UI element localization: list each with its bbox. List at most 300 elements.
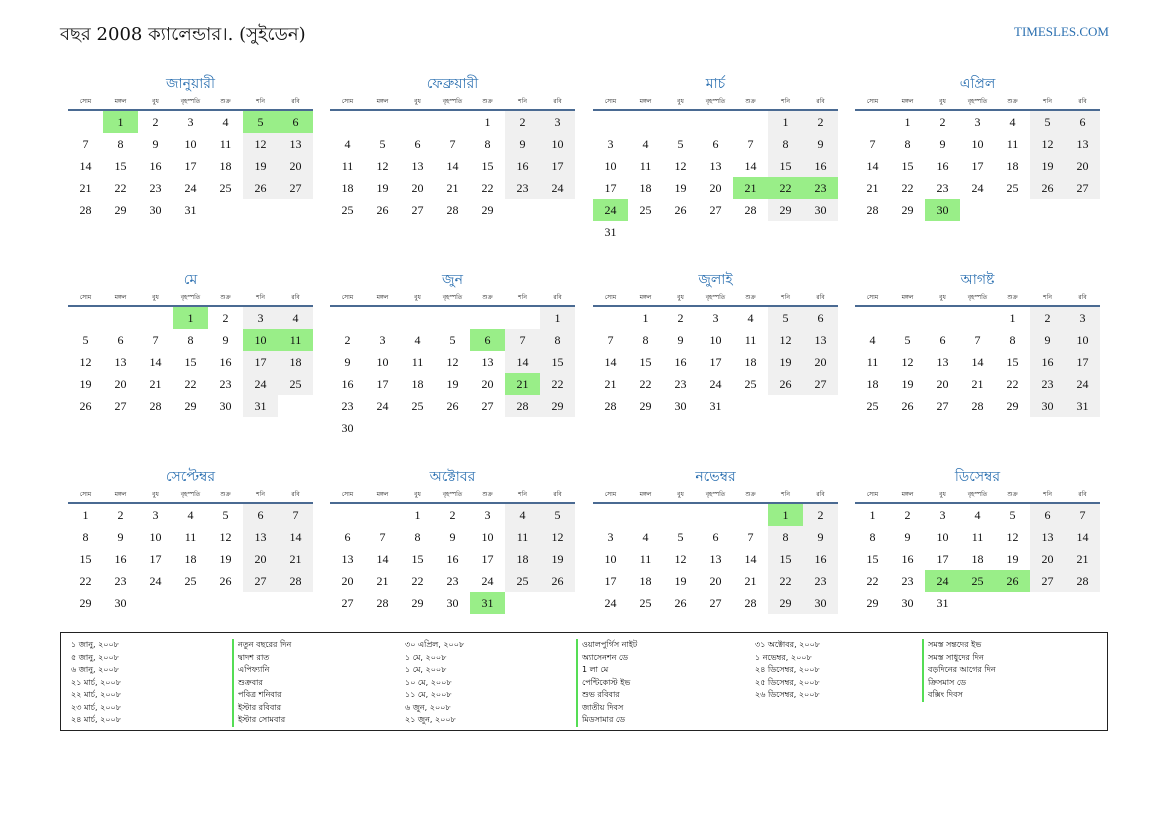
day-cell[interactable]: 26 [768, 373, 803, 395]
day-cell[interactable]: 28 [744, 596, 757, 610]
day-cell[interactable]: 12 [674, 552, 687, 566]
day-cell[interactable]: 23 [505, 177, 540, 199]
day-cell[interactable]: 27 [1065, 177, 1100, 199]
holiday-day-cell[interactable]: 6 [470, 329, 505, 351]
day-cell[interactable]: 1 [82, 508, 89, 522]
day-cell[interactable]: 11 [184, 530, 197, 544]
day-cell[interactable]: 24 [971, 181, 984, 195]
day-cell[interactable]: 14 [446, 159, 459, 173]
day-cell[interactable]: 18 [219, 159, 232, 173]
day-cell[interactable]: 18 [744, 355, 757, 369]
day-cell[interactable]: 23 [341, 399, 354, 413]
day-cell[interactable]: 12 [674, 159, 687, 173]
day-cell[interactable]: 13 [709, 159, 722, 173]
day-cell[interactable]: 25 [184, 574, 197, 588]
day-cell[interactable]: 21 [971, 377, 984, 391]
day-cell[interactable]: 2 [677, 311, 684, 325]
day-cell[interactable]: 30 [803, 199, 838, 221]
day-cell[interactable]: 14 [149, 355, 162, 369]
day-cell[interactable]: 8 [768, 133, 803, 155]
day-cell[interactable]: 10 [149, 530, 162, 544]
holiday-day-cell[interactable]: 10 [243, 329, 278, 351]
day-cell[interactable]: 24 [184, 181, 197, 195]
day-cell[interactable]: 2 [1030, 307, 1065, 329]
day-cell[interactable]: 21 [149, 377, 162, 391]
day-cell[interactable]: 27 [481, 399, 494, 413]
day-cell[interactable]: 28 [1065, 570, 1100, 592]
day-cell[interactable]: 19 [540, 548, 575, 570]
day-cell[interactable]: 11 [639, 159, 652, 173]
day-cell[interactable]: 8 [904, 137, 911, 151]
day-cell[interactable]: 23 [803, 570, 838, 592]
holiday-day-cell[interactable]: 21 [733, 177, 768, 199]
day-cell[interactable]: 16 [803, 548, 838, 570]
day-cell[interactable]: 25 [866, 399, 879, 413]
day-cell[interactable]: 3 [1065, 307, 1100, 329]
day-cell[interactable]: 8 [642, 333, 649, 347]
day-cell[interactable]: 26 [540, 570, 575, 592]
day-cell[interactable]: 30 [674, 399, 687, 413]
day-cell[interactable]: 26 [446, 399, 459, 413]
day-cell[interactable]: 10 [604, 552, 617, 566]
day-cell[interactable]: 1 [414, 508, 421, 522]
day-cell[interactable]: 27 [709, 596, 722, 610]
day-cell[interactable]: 3 [607, 137, 614, 151]
day-cell[interactable]: 12 [376, 159, 389, 173]
holiday-day-cell[interactable]: 22 [768, 177, 803, 199]
day-cell[interactable]: 14 [505, 351, 540, 373]
day-cell[interactable]: 22 [768, 570, 803, 592]
day-cell[interactable]: 1 [1009, 311, 1016, 325]
day-cell[interactable]: 4 [747, 311, 754, 325]
day-cell[interactable]: 5 [677, 137, 684, 151]
day-cell[interactable]: 2 [505, 111, 540, 133]
day-cell[interactable]: 4 [278, 307, 313, 329]
day-cell[interactable]: 20 [803, 351, 838, 373]
day-cell[interactable]: 3 [939, 508, 946, 522]
day-cell[interactable]: 1 [540, 307, 575, 329]
day-cell[interactable]: 8 [869, 530, 876, 544]
day-cell[interactable]: 23 [1030, 373, 1065, 395]
day-cell[interactable]: 2 [449, 508, 456, 522]
day-cell[interactable]: 17 [971, 159, 984, 173]
day-cell[interactable]: 7 [607, 333, 614, 347]
day-cell[interactable]: 26 [219, 574, 232, 588]
day-cell[interactable]: 9 [677, 333, 684, 347]
day-cell[interactable]: 4 [414, 333, 421, 347]
day-cell[interactable]: 26 [674, 203, 687, 217]
day-cell[interactable]: 1 [642, 311, 649, 325]
day-cell[interactable]: 20 [709, 574, 722, 588]
holiday-day-cell[interactable]: 6 [278, 111, 313, 133]
day-cell[interactable]: 15 [481, 159, 494, 173]
day-cell[interactable]: 21 [866, 181, 879, 195]
day-cell[interactable]: 25 [219, 181, 232, 195]
day-cell[interactable]: 24 [376, 399, 389, 413]
day-cell[interactable]: 26 [79, 399, 92, 413]
day-cell[interactable]: 27 [803, 373, 838, 395]
day-cell[interactable]: 27 [341, 596, 354, 610]
day-cell[interactable]: 20 [114, 377, 127, 391]
day-cell[interactable]: 3 [152, 508, 159, 522]
day-cell[interactable]: 13 [481, 355, 494, 369]
day-cell[interactable]: 5 [449, 333, 456, 347]
day-cell[interactable]: 9 [803, 133, 838, 155]
day-cell[interactable]: 11 [639, 552, 652, 566]
day-cell[interactable]: 4 [344, 137, 351, 151]
day-cell[interactable]: 17 [481, 552, 494, 566]
day-cell[interactable]: 23 [901, 574, 914, 588]
day-cell[interactable]: 10 [184, 137, 197, 151]
day-cell[interactable]: 25 [411, 399, 424, 413]
day-cell[interactable]: 4 [974, 508, 981, 522]
day-cell[interactable]: 10 [936, 530, 949, 544]
day-cell[interactable]: 12 [1006, 530, 1019, 544]
day-cell[interactable]: 21 [79, 181, 92, 195]
day-cell[interactable]: 11 [971, 530, 984, 544]
day-cell[interactable]: 8 [484, 137, 491, 151]
holiday-day-cell[interactable]: 25 [960, 570, 995, 592]
day-cell[interactable]: 17 [936, 552, 949, 566]
day-cell[interactable]: 18 [341, 181, 354, 195]
day-cell[interactable]: 6 [243, 504, 278, 526]
day-cell[interactable]: 17 [376, 377, 389, 391]
day-cell[interactable]: 6 [939, 333, 946, 347]
day-cell[interactable]: 27 [278, 177, 313, 199]
day-cell[interactable]: 17 [604, 181, 617, 195]
day-cell[interactable]: 23 [674, 377, 687, 391]
day-cell[interactable]: 18 [866, 377, 879, 391]
day-cell[interactable]: 27 [709, 203, 722, 217]
day-cell[interactable]: 25 [505, 570, 540, 592]
day-cell[interactable]: 24 [149, 574, 162, 588]
day-cell[interactable]: 6 [712, 530, 719, 544]
day-cell[interactable]: 15 [866, 552, 879, 566]
day-cell[interactable]: 8 [117, 137, 124, 151]
day-cell[interactable]: 18 [1006, 159, 1019, 173]
day-cell[interactable]: 30 [1030, 395, 1065, 417]
day-cell[interactable]: 25 [639, 203, 652, 217]
day-cell[interactable]: 10 [376, 355, 389, 369]
day-cell[interactable]: 17 [1065, 351, 1100, 373]
day-cell[interactable]: 31 [936, 596, 949, 610]
day-cell[interactable]: 1 [904, 115, 911, 129]
day-cell[interactable]: 4 [187, 508, 194, 522]
day-cell[interactable]: 15 [901, 159, 914, 173]
day-cell[interactable]: 4 [1009, 115, 1016, 129]
day-cell[interactable]: 29 [1006, 399, 1019, 413]
day-cell[interactable]: 22 [79, 574, 92, 588]
day-cell[interactable]: 26 [376, 203, 389, 217]
day-cell[interactable]: 19 [901, 377, 914, 391]
day-cell[interactable]: 11 [219, 137, 232, 151]
day-cell[interactable]: 25 [639, 596, 652, 610]
day-cell[interactable]: 11 [411, 355, 424, 369]
day-cell[interactable]: 30 [341, 421, 354, 435]
day-cell[interactable]: 19 [79, 377, 92, 391]
day-cell[interactable]: 20 [1030, 548, 1065, 570]
day-cell[interactable]: 31 [604, 225, 617, 239]
day-cell[interactable]: 19 [446, 377, 459, 391]
day-cell[interactable]: 19 [674, 181, 687, 195]
day-cell[interactable]: 5 [540, 504, 575, 526]
day-cell[interactable]: 28 [376, 596, 389, 610]
day-cell[interactable]: 21 [744, 574, 757, 588]
day-cell[interactable]: 2 [152, 115, 159, 129]
day-cell[interactable]: 10 [540, 133, 575, 155]
day-cell[interactable]: 11 [341, 159, 354, 173]
day-cell[interactable]: 31 [709, 399, 722, 413]
day-cell[interactable]: 27 [936, 399, 949, 413]
day-cell[interactable]: 25 [341, 203, 354, 217]
day-cell[interactable]: 13 [803, 329, 838, 351]
day-cell[interactable]: 5 [677, 530, 684, 544]
day-cell[interactable]: 7 [747, 530, 754, 544]
day-cell[interactable]: 27 [243, 570, 278, 592]
day-cell[interactable]: 13 [709, 552, 722, 566]
day-cell[interactable]: 17 [149, 552, 162, 566]
day-cell[interactable]: 16 [341, 377, 354, 391]
day-cell[interactable]: 10 [1065, 329, 1100, 351]
day-cell[interactable]: 19 [674, 574, 687, 588]
day-cell[interactable]: 21 [278, 548, 313, 570]
day-cell[interactable]: 2 [117, 508, 124, 522]
day-cell[interactable]: 29 [540, 395, 575, 417]
day-cell[interactable]: 28 [149, 399, 162, 413]
day-cell[interactable]: 29 [901, 203, 914, 217]
day-cell[interactable]: 8 [414, 530, 421, 544]
day-cell[interactable]: 7 [152, 333, 159, 347]
day-cell[interactable]: 2 [222, 311, 229, 325]
day-cell[interactable]: 7 [747, 137, 754, 151]
day-cell[interactable]: 16 [674, 355, 687, 369]
holiday-day-cell[interactable]: 30 [925, 199, 960, 221]
day-cell[interactable]: 3 [974, 115, 981, 129]
day-cell[interactable]: 11 [866, 355, 879, 369]
day-cell[interactable]: 1 [869, 508, 876, 522]
day-cell[interactable]: 3 [712, 311, 719, 325]
day-cell[interactable]: 20 [243, 548, 278, 570]
day-cell[interactable]: 13 [114, 355, 127, 369]
day-cell[interactable]: 13 [243, 526, 278, 548]
day-cell[interactable]: 30 [803, 592, 838, 614]
day-cell[interactable]: 16 [901, 552, 914, 566]
day-cell[interactable]: 22 [481, 181, 494, 195]
day-cell[interactable]: 15 [1006, 355, 1019, 369]
day-cell[interactable]: 12 [1030, 133, 1065, 155]
day-cell[interactable]: 14 [79, 159, 92, 173]
day-cell[interactable]: 20 [411, 181, 424, 195]
day-cell[interactable]: 16 [936, 159, 949, 173]
day-cell[interactable]: 22 [866, 574, 879, 588]
holiday-day-cell[interactable]: 1 [768, 504, 803, 526]
day-cell[interactable]: 17 [540, 155, 575, 177]
day-cell[interactable]: 6 [414, 137, 421, 151]
day-cell[interactable]: 5 [82, 333, 89, 347]
day-cell[interactable]: 11 [744, 333, 757, 347]
day-cell[interactable]: 31 [243, 395, 278, 417]
day-cell[interactable]: 23 [149, 181, 162, 195]
day-cell[interactable]: 7 [379, 530, 386, 544]
day-cell[interactable]: 28 [79, 203, 92, 217]
day-cell[interactable]: 19 [376, 181, 389, 195]
day-cell[interactable]: 5 [768, 307, 803, 329]
day-cell[interactable]: 13 [278, 133, 313, 155]
day-cell[interactable]: 6 [803, 307, 838, 329]
day-cell[interactable]: 8 [187, 333, 194, 347]
day-cell[interactable]: 16 [1030, 351, 1065, 373]
day-cell[interactable]: 3 [379, 333, 386, 347]
day-cell[interactable]: 14 [1065, 526, 1100, 548]
day-cell[interactable]: 29 [411, 596, 424, 610]
day-cell[interactable]: 13 [341, 552, 354, 566]
day-cell[interactable]: 14 [744, 552, 757, 566]
day-cell[interactable]: 13 [1065, 133, 1100, 155]
day-cell[interactable]: 23 [114, 574, 127, 588]
day-cell[interactable]: 5 [1030, 111, 1065, 133]
day-cell[interactable]: 7 [82, 137, 89, 151]
day-cell[interactable]: 9 [1030, 329, 1065, 351]
day-cell[interactable]: 19 [1030, 155, 1065, 177]
day-cell[interactable]: 29 [184, 399, 197, 413]
day-cell[interactable]: 7 [505, 329, 540, 351]
day-cell[interactable]: 18 [639, 181, 652, 195]
day-cell[interactable]: 11 [505, 526, 540, 548]
holiday-day-cell[interactable]: 24 [925, 570, 960, 592]
day-cell[interactable]: 6 [117, 333, 124, 347]
day-cell[interactable]: 15 [768, 155, 803, 177]
day-cell[interactable]: 16 [803, 155, 838, 177]
day-cell[interactable]: 2 [939, 115, 946, 129]
day-cell[interactable]: 22 [639, 377, 652, 391]
day-cell[interactable]: 12 [540, 526, 575, 548]
day-cell[interactable]: 6 [712, 137, 719, 151]
day-cell[interactable]: 5 [904, 333, 911, 347]
day-cell[interactable]: 5 [1009, 508, 1016, 522]
day-cell[interactable]: 26 [1030, 177, 1065, 199]
holiday-day-cell[interactable]: 23 [803, 177, 838, 199]
day-cell[interactable]: 31 [184, 203, 197, 217]
day-cell[interactable]: 16 [446, 552, 459, 566]
day-cell[interactable]: 7 [974, 333, 981, 347]
day-cell[interactable]: 10 [971, 137, 984, 151]
day-cell[interactable]: 9 [152, 137, 159, 151]
day-cell[interactable]: 28 [971, 399, 984, 413]
day-cell[interactable]: 3 [607, 530, 614, 544]
day-cell[interactable]: 9 [505, 133, 540, 155]
day-cell[interactable]: 13 [1030, 526, 1065, 548]
day-cell[interactable]: 30 [901, 596, 914, 610]
day-cell[interactable]: 2 [803, 111, 838, 133]
day-cell[interactable]: 19 [243, 155, 278, 177]
holiday-day-cell[interactable]: 24 [593, 199, 628, 221]
day-cell[interactable]: 4 [642, 137, 649, 151]
day-cell[interactable]: 3 [540, 111, 575, 133]
day-cell[interactable]: 29 [79, 596, 92, 610]
day-cell[interactable]: 25 [1006, 181, 1019, 195]
day-cell[interactable]: 29 [114, 203, 127, 217]
day-cell[interactable]: 10 [709, 333, 722, 347]
day-cell[interactable]: 27 [114, 399, 127, 413]
day-cell[interactable]: 30 [149, 203, 162, 217]
day-cell[interactable]: 1 [768, 111, 803, 133]
day-cell[interactable]: 2 [344, 333, 351, 347]
day-cell[interactable]: 6 [344, 530, 351, 544]
day-cell[interactable]: 4 [869, 333, 876, 347]
day-cell[interactable]: 8 [540, 329, 575, 351]
day-cell[interactable]: 9 [449, 530, 456, 544]
day-cell[interactable]: 14 [744, 159, 757, 173]
day-cell[interactable]: 18 [505, 548, 540, 570]
day-cell[interactable]: 23 [219, 377, 232, 391]
day-cell[interactable]: 25 [744, 377, 757, 391]
day-cell[interactable]: 12 [768, 329, 803, 351]
day-cell[interactable]: 9 [904, 530, 911, 544]
day-cell[interactable]: 20 [709, 181, 722, 195]
day-cell[interactable]: 3 [484, 508, 491, 522]
day-cell[interactable]: 13 [936, 355, 949, 369]
day-cell[interactable]: 19 [1006, 552, 1019, 566]
day-cell[interactable]: 29 [866, 596, 879, 610]
day-cell[interactable]: 30 [114, 596, 127, 610]
day-cell[interactable]: 1 [484, 115, 491, 129]
day-cell[interactable]: 12 [219, 530, 232, 544]
day-cell[interactable]: 20 [481, 377, 494, 391]
day-cell[interactable]: 4 [642, 530, 649, 544]
day-cell[interactable]: 20 [341, 574, 354, 588]
day-cell[interactable]: 7 [869, 137, 876, 151]
day-cell[interactable]: 18 [411, 377, 424, 391]
day-cell[interactable]: 22 [184, 377, 197, 391]
day-cell[interactable]: 9 [803, 526, 838, 548]
day-cell[interactable]: 9 [939, 137, 946, 151]
day-cell[interactable]: 11 [1006, 137, 1019, 151]
day-cell[interactable]: 3 [243, 307, 278, 329]
holiday-day-cell[interactable]: 5 [243, 111, 278, 133]
day-cell[interactable]: 12 [243, 133, 278, 155]
day-cell[interactable]: 22 [1006, 377, 1019, 391]
day-cell[interactable]: 5 [222, 508, 229, 522]
day-cell[interactable]: 14 [971, 355, 984, 369]
day-cell[interactable]: 17 [604, 574, 617, 588]
day-cell[interactable]: 17 [184, 159, 197, 173]
day-cell[interactable]: 29 [768, 199, 803, 221]
holiday-day-cell[interactable]: 1 [173, 307, 208, 329]
day-cell[interactable]: 16 [505, 155, 540, 177]
day-cell[interactable]: 24 [604, 596, 617, 610]
day-cell[interactable]: 15 [639, 355, 652, 369]
day-cell[interactable]: 16 [114, 552, 127, 566]
day-cell[interactable]: 27 [411, 203, 424, 217]
day-cell[interactable]: 13 [411, 159, 424, 173]
day-cell[interactable]: 4 [505, 504, 540, 526]
day-cell[interactable]: 24 [540, 177, 575, 199]
day-cell[interactable]: 14 [866, 159, 879, 173]
day-cell[interactable]: 8 [768, 526, 803, 548]
day-cell[interactable]: 15 [184, 355, 197, 369]
day-cell[interactable]: 16 [219, 355, 232, 369]
day-cell[interactable]: 15 [114, 159, 127, 173]
day-cell[interactable]: 21 [446, 181, 459, 195]
day-cell[interactable]: 10 [604, 159, 617, 173]
day-cell[interactable]: 28 [744, 203, 757, 217]
day-cell[interactable]: 4 [222, 115, 229, 129]
day-cell[interactable]: 28 [278, 570, 313, 592]
day-cell[interactable]: 15 [411, 552, 424, 566]
day-cell[interactable]: 17 [709, 355, 722, 369]
day-cell[interactable]: 28 [866, 203, 879, 217]
day-cell[interactable]: 24 [481, 574, 494, 588]
